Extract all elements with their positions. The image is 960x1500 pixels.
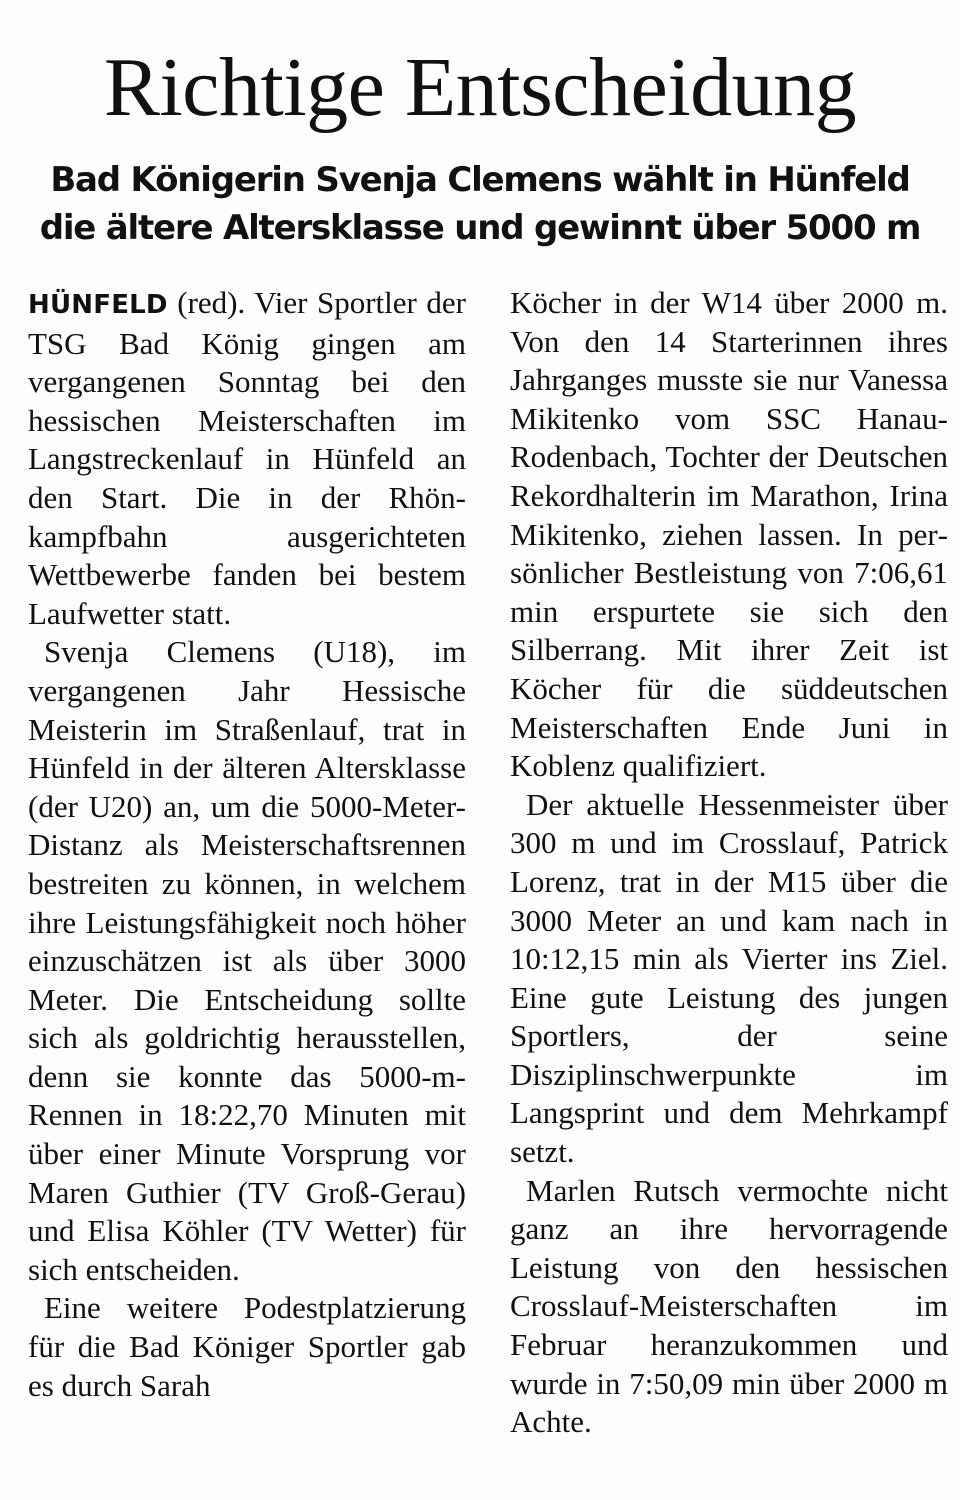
article-paragraph: Köcher in der W14 über 2000 m. Von den 14 Starterinnen ihres Jahrganges musste sie nur Vanessa Mikitenko vom SSC Hanau-Rodenbach, Tochter der Deutschen Rekordhalterin im Marathon, Irina Mikitenko, ziehen lassen. In persönlicher Bestleistung von 7:06,61 min erspurtete sie sich den Silberrang. Mit ihrer Zeit ist Köcher für die süddeutschen Meisterschaften Ende Juni in Koblenz qualifiziert.: [510, 285, 948, 784]
dateline: HÜNFELD: [28, 290, 168, 320]
article-paragraph: Eine weitere Podestplatzierung für die Bad Königer Sportler gab es durch Sarah: [28, 1290, 466, 1403]
subheadline: [20, 156, 940, 252]
article-column-right: [510, 284, 948, 1442]
paragraph-text: (red). Vier Sportler der TSG Bad König gingen am vergangenen Sonntag bei den hessischen Meisterschaften im Langstreckenlauf in Hünfeld an den Start. Die in der Rhönkampfbahn ausgerichteten Wettbewerbe fanden bei bestem Laufwetter statt.: [28, 285, 466, 631]
subheadline-line-2: die ältere Altersklasse und gewinnt über 5000 m: [39, 208, 921, 248]
article-paragraph: Svenja Clemens (U18), im vergangenen Jahr Hessische Meisterin im Straßenlauf, trat in Hünfeld in der älteren Altersklasse (der U20) an, um die 5000-Meter-Distanz als Meisterschaftsrennen bestreiten zu können, in welchem ihre Leistungsfähigkeit noch höher einzuschätzen ist als über 3000 Meter. Die Entscheidung sollte sich als goldrichtig herausstellen, denn sie konnte das 5000-m-Rennen in 18:22,70 Minuten mit über einer Minute Vorsprung vor Maren Guthier (TV Groß-Gerau) und Elisa Köhler (TV Wetter) für sich entscheiden.: [28, 634, 466, 1287]
article-paragraph: Marlen Rutsch vermochte nicht ganz an ihre hervorragende Leistung von den hessischen Crosslauf-Meisterschaften im Februar heranzukommen und wurde in 7:50,09 min über 2000 m Achte.: [510, 1172, 948, 1440]
article-column-left: [28, 284, 466, 1405]
article-paragraph: Der aktuelle Hessenmeister über 300 m und im Crosslauf, Patrick Lorenz, trat in der M15 über die 3000 Meter an und kam nach in 10:12,15 min als Vierter ins Ziel. Eine gute Leistung des jungen Sportlers, der seine Disziplinschwerpunkte im Langsprint und dem Mehrkampf setzt.: [510, 786, 948, 1170]
headline: Richtige Entscheidung: [103, 41, 857, 134]
subheadline-line-1: Bad Königerin Svenja Clemens wählt in Hünfeld: [50, 160, 910, 200]
article-paragraph: [28, 284, 466, 633]
